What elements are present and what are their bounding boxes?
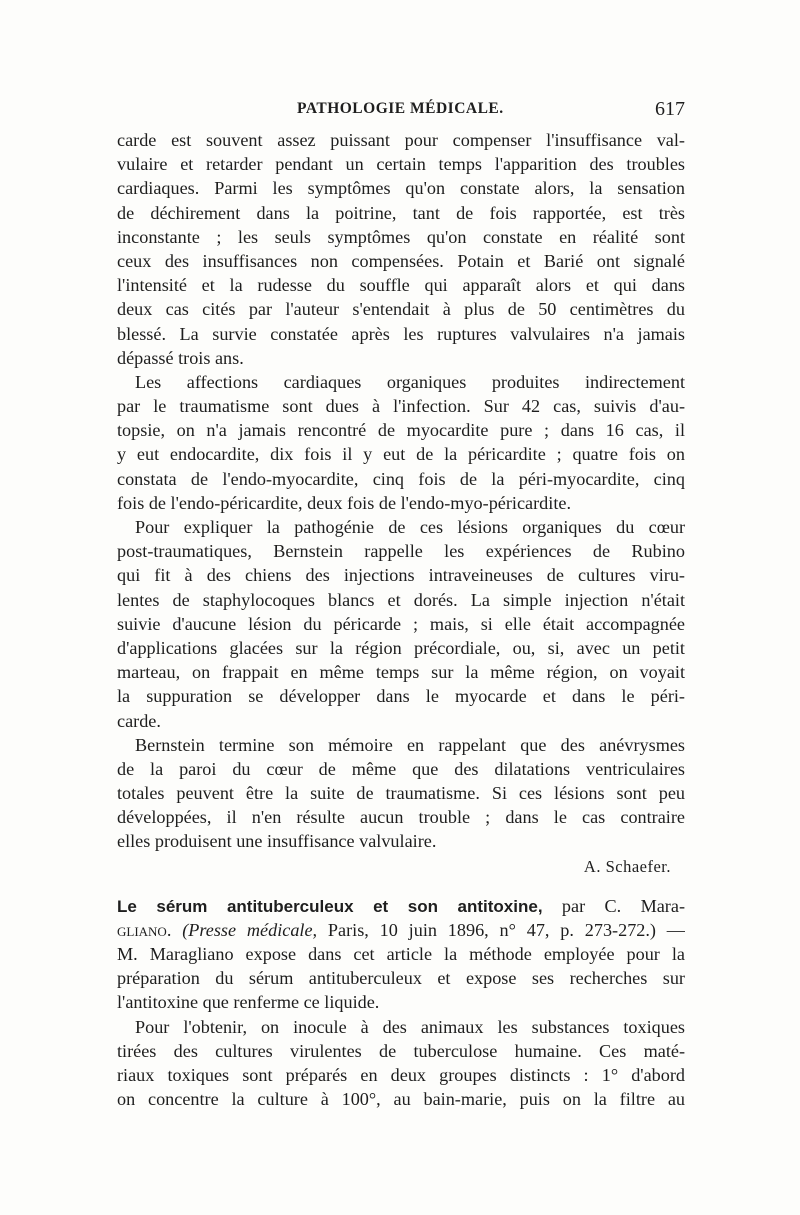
- text-line: marteau, on frappait en même temps sur la même région, on voyait: [117, 662, 685, 683]
- text-line: vulaire et retarder pendant un certain temps l'apparition des troubles: [117, 154, 685, 175]
- text-line: inconstante ; les seuls symptômes qu'on constate en réalité sont: [117, 226, 685, 247]
- text-line: développées, il n'en résulte aucun trouble ; dans le cas contraire: [117, 807, 685, 828]
- text-line: tirées des cultures virulentes de tuberculose humaine. Ces maté-: [117, 1040, 685, 1061]
- text-line: lentes de staphylocoques blancs et dorés. La simple injection n'était: [117, 589, 685, 610]
- text-line: de déchirement dans la poitrine, tant de fois rapportée, est très: [117, 202, 685, 223]
- body-text: [117, 128, 685, 1111]
- text-line: par le traumatisme sont dues à l'infection. Sur 42 cas, suivis d'au-: [117, 396, 685, 417]
- text-line: suivie d'aucune lésion du péricarde ; mais, si elle était accompagnée: [117, 613, 685, 634]
- article-heading-line: [117, 894, 685, 918]
- text-line: de la paroi du cœur de même que des dilatations ventriculaires: [117, 758, 685, 779]
- article-title: Le sérum antituberculeux et son antitoxine,: [117, 896, 543, 916]
- section-gap: [117, 880, 685, 894]
- text-line: topsie, on n'a jamais rencontré de myocardite pure ; dans 16 cas, il: [117, 420, 685, 441]
- text-line: d'applications glacées sur la région précordiale, ou, si, avec un petit: [117, 637, 685, 658]
- text-line: elles produisent une insuffisance valvulaire.: [117, 831, 437, 852]
- text-line: carde est souvent assez puissant pour compenser l'insuffisance val-: [117, 130, 685, 150]
- text-line: carde.: [117, 710, 161, 731]
- article-byline: par C. Mara-: [542, 895, 685, 916]
- text-line: totales peuvent être la suite de traumatisme. Si ces lésions sont peu: [117, 783, 685, 804]
- text-line: deux cas cités par l'auteur s'entendait à plus de 50 centimètres du: [117, 299, 685, 320]
- paragraph-infection: [117, 370, 685, 515]
- page-header: [117, 98, 685, 124]
- text-line: l'antitoxine que renferme ce liquide.: [117, 992, 380, 1013]
- text-line: Pour l'obtenir, on inocule à des animaux les substances toxiques: [135, 1016, 685, 1037]
- text-line: blessé. La survie constatée après les ruptures valvulaires n'a jamais: [117, 323, 685, 344]
- text-line: dépassé trois ans.: [117, 347, 244, 368]
- text-line: Bernstein termine son mémoire en rappelant que des anévrysmes: [135, 734, 685, 755]
- text-line: l'intensité et la rudesse du souffle qui apparaît alors et qui dans: [117, 275, 685, 296]
- article-citation: Paris, 10 juin 1896, n° 47, p. 273-272.) —: [317, 919, 685, 940]
- text-line: riaux toxiques sont préparés en deux groupes distincts : 1° d'abord: [117, 1064, 685, 1085]
- text-line: qui fit à des chiens des injections intraveineuses de cultures viru-: [117, 565, 685, 586]
- page-number: 617: [655, 98, 685, 120]
- text-line: préparation du sérum antituberculeux et expose ses recherches sur: [117, 968, 685, 989]
- text-line: on concentre la culture à 100°, au bain-marie, puis on la filtre au: [117, 1089, 685, 1110]
- text-line: ceux des insuffisances non compensées. Potain et Barié ont signalé: [117, 250, 685, 271]
- text-line: M. Maragliano expose dans cet article la méthode employée pour la: [117, 944, 685, 964]
- text-line: post-traumatiques, Bernstein rappelle les expériences de Rubino: [117, 541, 685, 562]
- paragraph-conclusion: [117, 733, 685, 854]
- paragraph-methode: [117, 1015, 685, 1112]
- author-signature: A. Schaefer.: [583, 856, 671, 876]
- text-line: la suppuration se développer dans le myocarde et dans le péri-: [117, 686, 685, 707]
- article-author-continuation: gliano.: [117, 919, 172, 940]
- text-line: Pour expliquer la pathogénie de ces lésions organiques du cœur: [135, 517, 685, 537]
- text-line: Les affections cardiaques organiques produites indirectement: [135, 371, 685, 392]
- article-source: (Presse médicale,: [182, 919, 318, 940]
- article-entry: [117, 894, 685, 1015]
- article-citation-line: [117, 918, 685, 942]
- paragraph-pathogenie: [117, 515, 685, 733]
- text-line: constata de l'endo-myocardite, cinq fois de la péri-myocardite, cinq: [117, 468, 685, 489]
- text-line: fois de l'endo-péricardite, deux fois de l'endo-myo-péricardite.: [117, 492, 571, 513]
- running-title: PATHOLOGIE MÉDICALE.: [297, 100, 504, 117]
- text-line: y eut endocardite, dix fois il y eut de la péricardite ; quatre fois on: [117, 444, 685, 465]
- paragraph-continuation: [117, 128, 685, 370]
- text-line: cardiaques. Parmi les symptômes qu'on constate alors, la sensation: [117, 178, 685, 199]
